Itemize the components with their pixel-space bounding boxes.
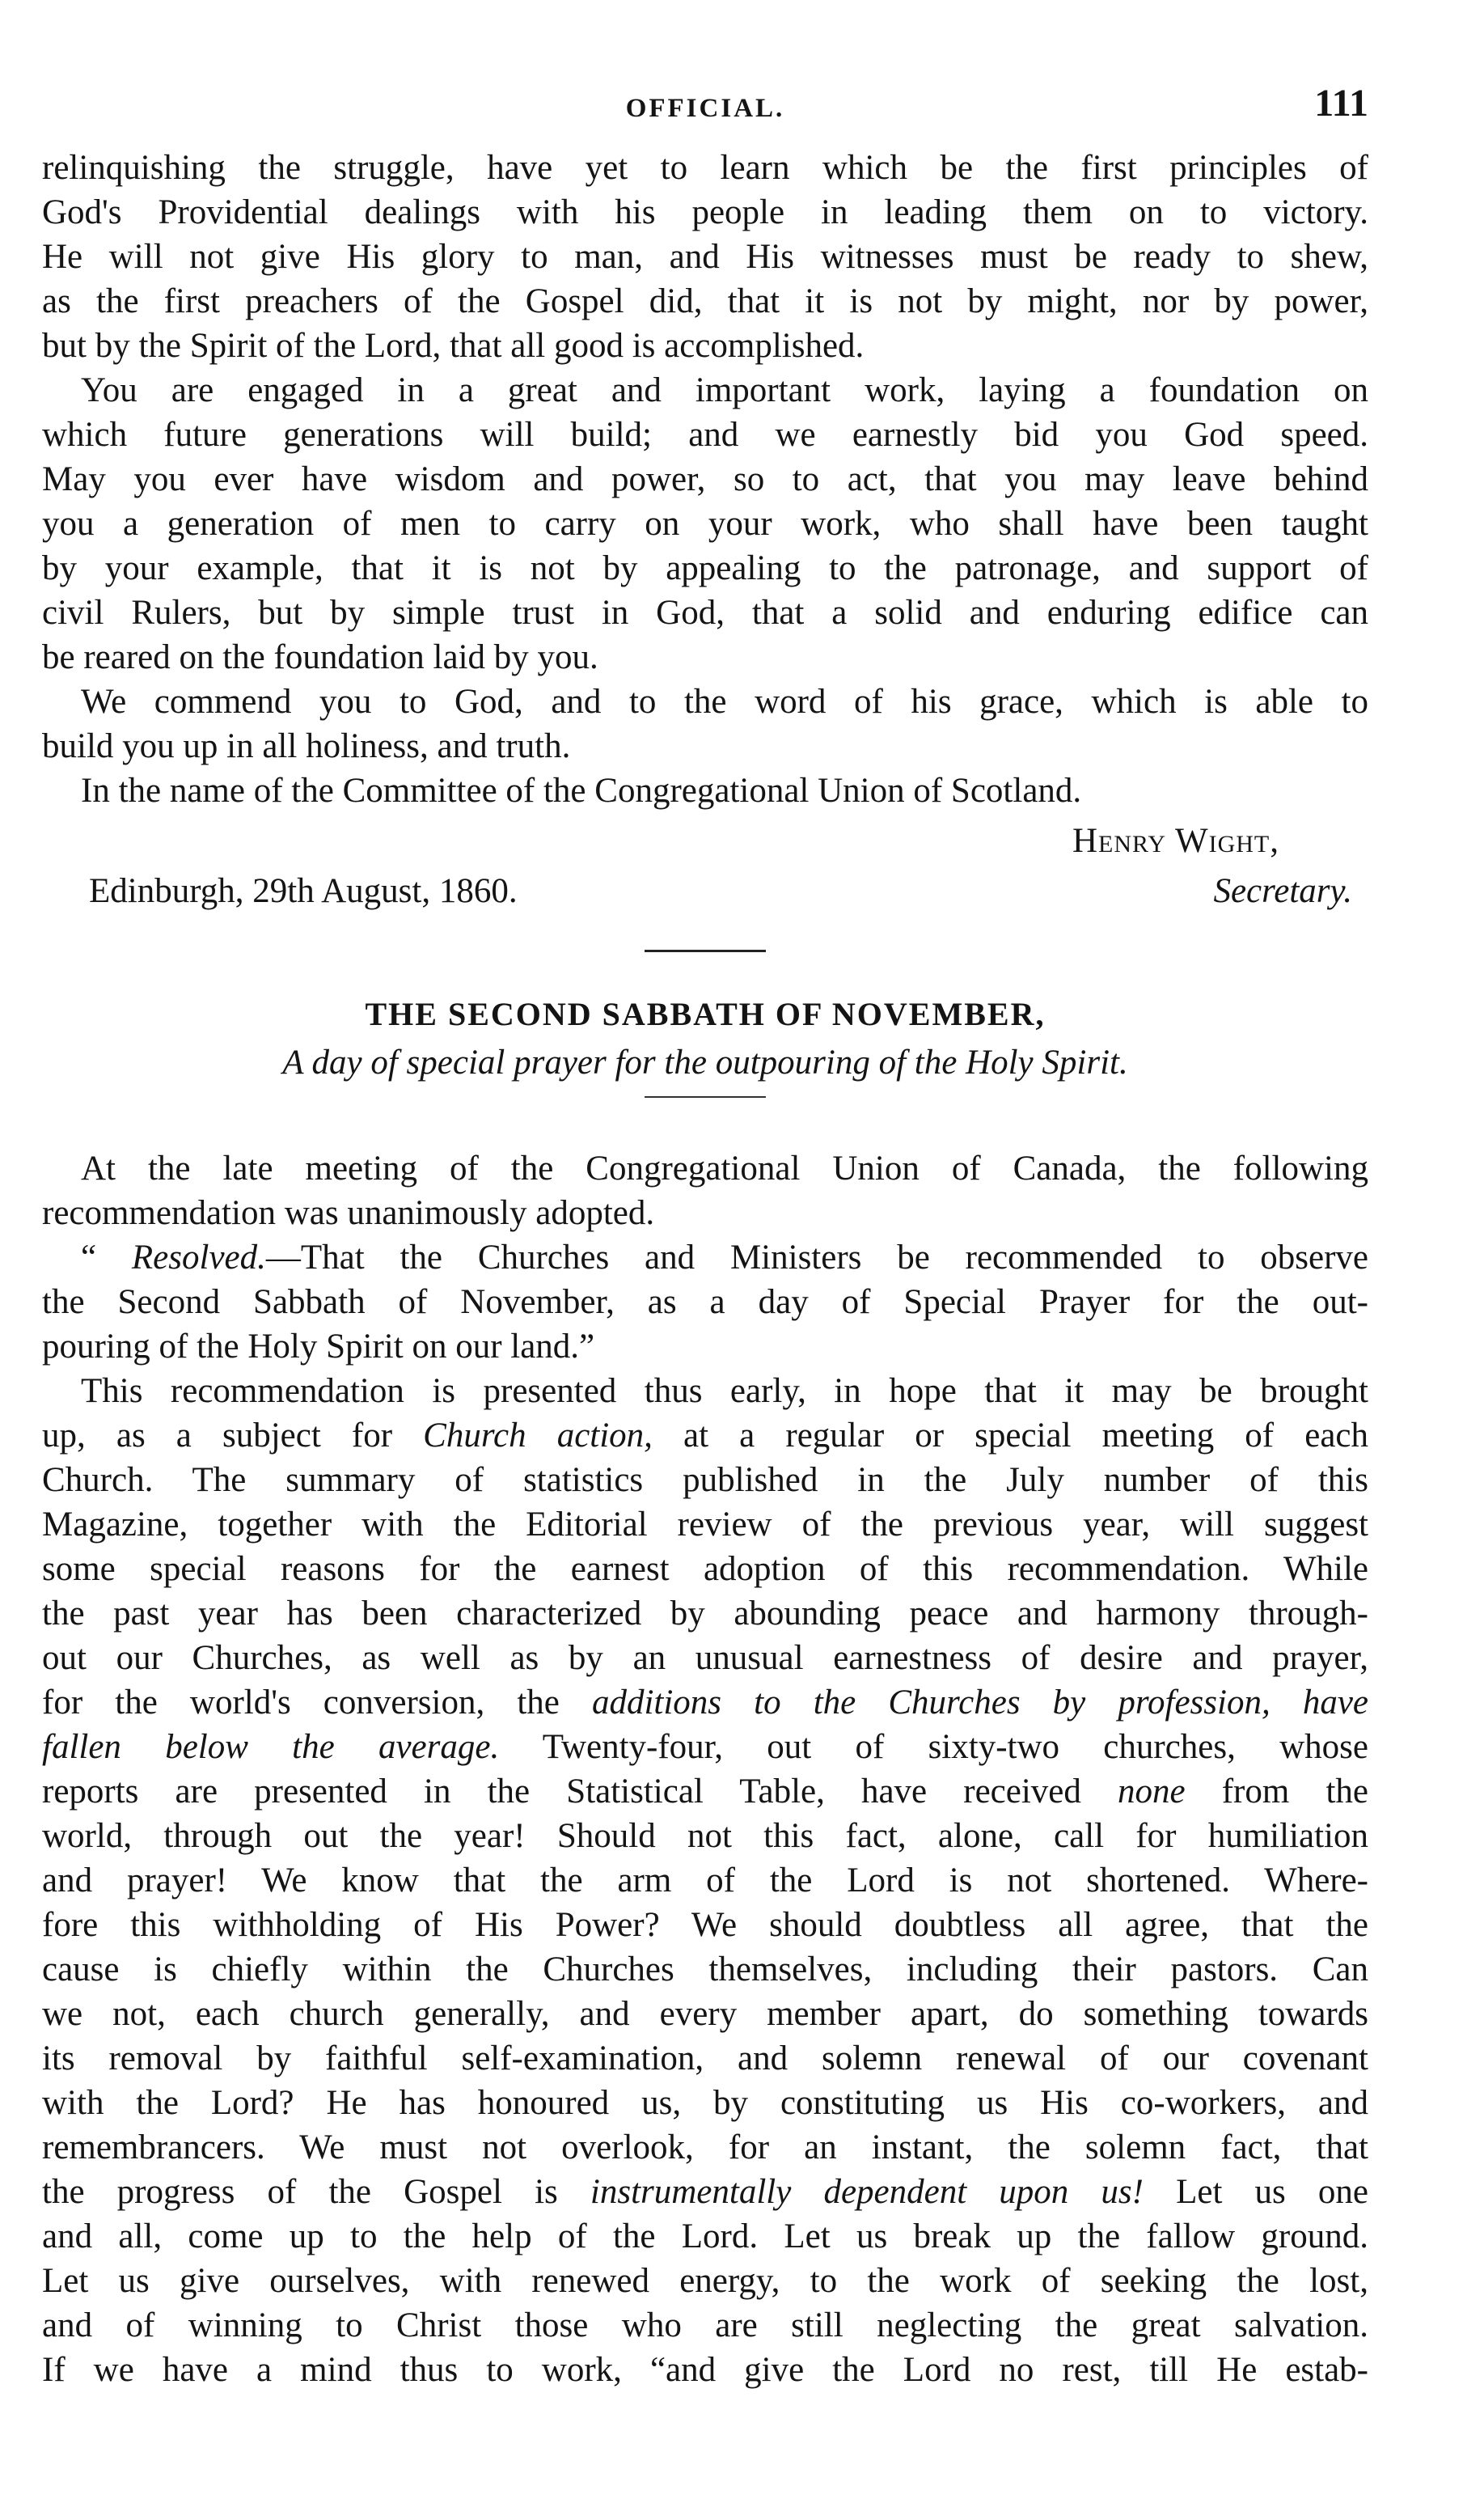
text-line: civil Rulers, but by simple trust in God, that a solid and enduring edifice can [42, 594, 1368, 632]
text-line: In the name of the Committee of the Congregational Union of Scotland. [81, 772, 1082, 810]
running-head-title: OFFICIAL. [625, 94, 785, 123]
paragraph-committee [42, 769, 1368, 813]
text-line: If we have a mind thus to work, “and give the Lord no rest, till He estab- [42, 2351, 1368, 2389]
text-line: We commend you to God, and to the word of his grace, which is able to [81, 683, 1368, 721]
text-line: as the first preachers of the Gospel did, that it is not by might, nor by power, [42, 282, 1368, 320]
text-line: the past year has been characterized by abounding peace and harmony through- [42, 1595, 1368, 1633]
section-divider [645, 950, 766, 952]
paragraph-resolution [42, 1235, 1368, 1369]
article-subheading: A day of special prayer for the outpouring of the Holy Spirit. [282, 1044, 1128, 1082]
text-line: recommendation was unanimously adopted. [42, 1194, 655, 1232]
text-line: the Second Sabbath of November, as a day of Special Prayer for the out- [42, 1283, 1368, 1321]
text-line [42, 1769, 1368, 1814]
open-quote: “ [81, 1239, 132, 1277]
text-line: which future generations will build; and we earnestly bid you God speed. [42, 416, 1368, 454]
emphasis: fallen below the average. [42, 1728, 500, 1766]
text-line: by your example, that it is not by appealing to the patronage, and support of [42, 549, 1368, 587]
text-line: its removal by faithful self-examination, and solemn renewal of our covenant [42, 2039, 1368, 2077]
text-line: world, through out the year! Should not this fact, alone, call for humiliation [42, 1817, 1368, 1855]
page-number: 111 [1314, 82, 1368, 125]
text-fragment: up, as a subject for [42, 1417, 424, 1455]
text-line: build you up in all holiness, and truth. [42, 727, 571, 765]
text-fragment: from the [1185, 1772, 1368, 1811]
text-line [42, 1235, 1368, 1280]
text-line: some special reasons for the earnest adoption of this recommendation. While [42, 1550, 1368, 1588]
text-line: with the Lord? He has honoured us, by constituting us His co-workers, and [42, 2084, 1368, 2122]
text-line: At the late meeting of the Congregational Union of Canada, the following [81, 1150, 1368, 1188]
text-line [42, 2170, 1368, 2214]
text-fragment: the progress of the Gospel is [42, 2173, 590, 2211]
text-line: we not, each church generally, and every member apart, do something towards [42, 1995, 1368, 2033]
text-line: out our Churches, as well as by an unusual earnestness of desire and prayer, [42, 1639, 1368, 1677]
article-heading: THE SECOND SABBATH OF NOVEMBER, [365, 996, 1046, 1032]
paragraph-continuation [42, 146, 1368, 368]
text-line: and prayer! We know that the arm of the Lord is not shortened. Where- [42, 1861, 1368, 1899]
text-line: cause is chiefly within the Churches themselves, including their pastors. Can [42, 1950, 1368, 1988]
signature-block [42, 813, 1368, 914]
text-fragment: reports are presented in the Statistical Table, have received [42, 1772, 1118, 1811]
text-line: relinquishing the struggle, have yet to learn which be the first principles of [42, 149, 1368, 187]
paragraph-work [42, 368, 1368, 680]
text-line: and all, come up to the help of the Lord. Let us break up the fallow ground. [42, 2217, 1368, 2255]
text-line: but by the Spirit of the Lord, that all good is accomplished. [42, 327, 865, 365]
text-fragment: at a regular or special meeting of each [652, 1417, 1368, 1455]
text-line [42, 1413, 1368, 1458]
text-line: Magazine, together with the Editorial review of the previous year, will suggest [42, 1506, 1368, 1544]
signatory-name: Henry Wight, [1072, 822, 1279, 860]
subheading-rule [645, 1096, 766, 1098]
text-line: May you ever have wisdom and power, so to act, that you may leave behind [42, 460, 1368, 498]
text-fragment: —That the Churches and Ministers be recommended to observe [265, 1239, 1368, 1277]
text-line: You are engaged in a great and important work, laying a foundation on [81, 371, 1368, 409]
text-line: Church. The summary of statistics published in the July number of this [42, 1461, 1368, 1499]
text-line [42, 1725, 1368, 1769]
text-line: you a generation of men to carry on your work, who shall have been taught [42, 505, 1368, 543]
paragraph-recommendation [42, 1369, 1368, 2392]
emphasis: none [1118, 1772, 1186, 1811]
text-line: God's Providential dealings with his people in leading them on to victory. [42, 193, 1368, 231]
page [42, 81, 1368, 2392]
paragraph-meeting [42, 1146, 1368, 1235]
text-line: Let us give ourselves, with renewed energy, to the work of seeking the lost, [42, 2262, 1368, 2300]
signatory-title: Secretary. [1213, 872, 1352, 910]
text-line: remembrancers. We must not overlook, for an instant, the solemn fact, that [42, 2128, 1368, 2166]
text-fragment: for the world's conversion, the [42, 1683, 592, 1722]
paragraph-commend [42, 680, 1368, 769]
text-line: and of winning to Christ those who are still neglecting the great salvation. [42, 2306, 1368, 2344]
text-line: fore this withholding of His Power? We should doubtless all agree, that the [42, 1906, 1368, 1944]
text-line: This recommendation is presented thus early, in hope that it may be brought [81, 1372, 1368, 1410]
running-head [42, 81, 1368, 146]
text-line: pouring of the Holy Spirit on our land.” [42, 1328, 595, 1366]
text-fragment: Let us one [1143, 2173, 1369, 2211]
text-line: be reared on the foundation laid by you. [42, 638, 598, 676]
emphasis: additions to the Churches by profession, have [591, 1683, 1368, 1722]
text-line [42, 1680, 1368, 1725]
resolved-label: Resolved. [131, 1239, 266, 1277]
signature-place-date: Edinburgh, 29th August, 1860. [89, 872, 518, 910]
text-fragment: Twenty-four, out of sixty-two churches, whose [499, 1728, 1368, 1766]
text-line: He will not give His glory to man, and His witnesses must be ready to shew, [42, 238, 1368, 276]
emphasis: Church action, [423, 1417, 653, 1455]
emphasis: instrumentally dependent upon us! [590, 2173, 1144, 2211]
